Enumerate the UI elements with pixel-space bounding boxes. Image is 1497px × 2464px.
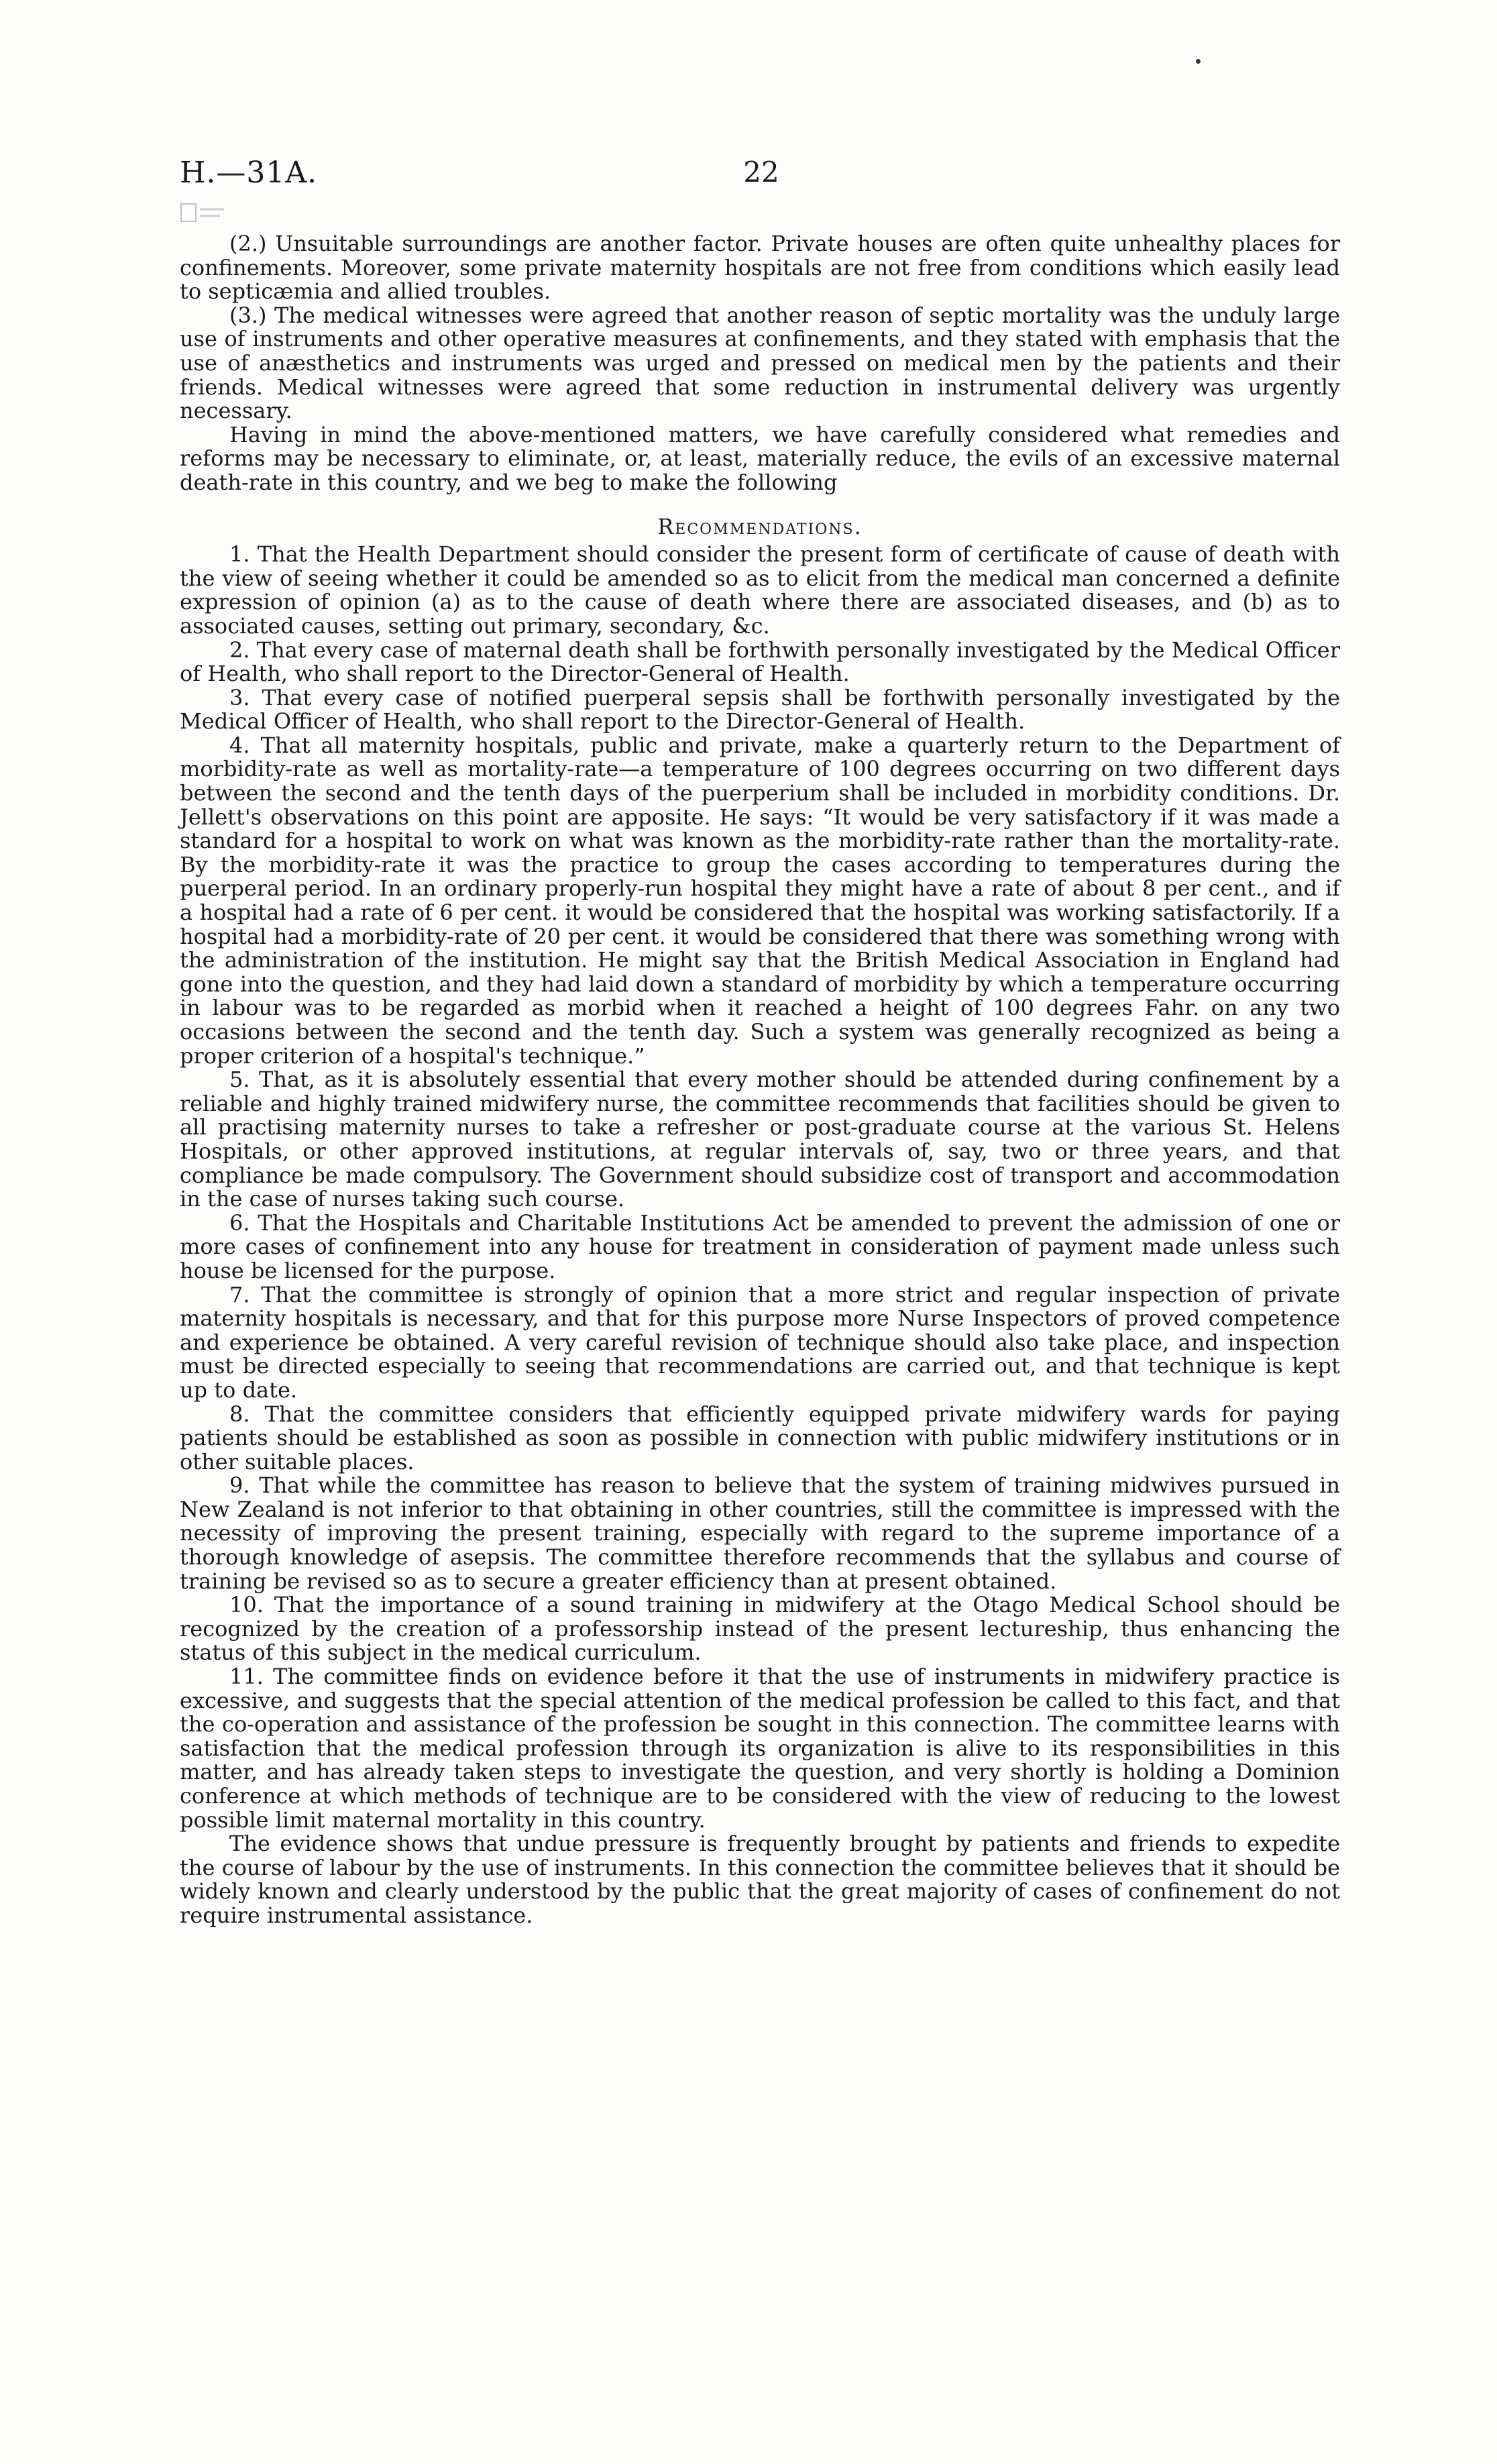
speck-mark <box>1196 59 1201 64</box>
recommendation-item: 3. That every case of notified puerperal sepsis shall be forthwith personally investigated by the Medical Officer of Health, who shall report to the Director-General of Health. <box>180 684 1340 735</box>
body-paragraph: Having in mind the above-mentioned matters, we have carefully considered what remedies and reforms may be necessary to eliminate, or, at least, materially reduce, the evils of an excessive maternal death-rate in this country, and we beg to make the following <box>180 421 1340 495</box>
closing-paragraph: The evidence shows that undue pressure is frequently brought by patients and friends to expedite the course of labour by the use of instruments. In this connection the committee believes that it should be widely known and clearly understood by the public that the great majority of cases of confinement do not require instrumental assistance. <box>180 1831 1340 1928</box>
page-header <box>180 156 1343 203</box>
library-stamp <box>180 201 233 228</box>
page-number: 22 <box>743 156 779 189</box>
body-paragraph: (2.) Unsuitable surroundings are another factor. Private houses are often quite unhealthy places for confinements. Moreover, some private maternity hospitals are not free from conditions which easily lead to septicæmia and allied troubles. <box>180 231 1340 305</box>
document-code: H.—31A. <box>180 156 318 190</box>
recommendation-item: 6. That the Hospitals and Charitable Institutions Act be amended to prevent the admission of one or more cases of confinement into any house for treatment in consideration of payment made unless such house be licensed for the purpose. <box>180 1210 1340 1283</box>
body-paragraph: (3.) The medical witnesses were agreed that another reason of septic mortality was the unduly large use of instruments and other operative measures at confinements, and they stated with emphasis that the use of anæsthetics and instruments was urged and pressed on medical men by the patients and their friends. Medical witnesses were agreed that some reduction in instrumental delivery was urgently necessary. <box>180 302 1340 424</box>
recommendation-item: 11. The committee finds on evidence before it that the use of instruments in midwifery practice is excessive, and suggests that the special attention of the medical profession be called to this fact, and that the co-operation and assistance of the profession be sought in this connection. The committee learns with satisfaction that the medical profession through its organization is alive to its responsibilities in this matter, and has already taken steps to investigate the question, and very shortly is holding a Dominion conference at which methods of technique are to be considered with the view of reducing to the lowest possible limit maternal mortality in this country. <box>180 1664 1340 1833</box>
recommendation-item: 9. That while the committee has reason to believe that the system of training midwives pursued in New Zealand is not inferior to that obtaining in other countries, still the committee is impressed with the necessity of improving the present training, especially with regard to the supreme importance of a thorough knowledge of asepsis. The committee therefore recommends that the syllabus and course of training be revised so as to secure a greater efficiency than at present obtained. <box>180 1472 1340 1594</box>
recommendation-item: 8. That the committee considers that efficiently equipped private midwifery wards for paying patients should be established as soon as possible in connection with public midwifery institutions or in other suitable places. <box>180 1401 1340 1475</box>
recommendation-item: 5. That, as it is absolutely essential that every mother should be attended during confinement by a reliable and highly trained midwifery nurse, the committee recommends that facilities should be given to all practising maternity nurses to take a refresher or post-graduate course at the various St. Helens Hospitals, or other approved institutions, at regular intervals of, say, two or three years, and that compliance be made compulsory. The Government should subsidize cost of transport and accommodation in the case of nurses taking such course. <box>180 1067 1340 1212</box>
recommendation-item: 1. That the Health Department should consider the present form of certificate of cause of death with the view of seeing whether it could be amended so as to elicit from the medical man concerned a definite expression of opinion (a) as to the cause of death where there are associated diseases, and (b) as to associated causes, setting out primary, secondary, &c. <box>180 541 1340 639</box>
recommendations-heading: Recommendations. <box>657 513 863 539</box>
recommendation-item: 4. That all maternity hospitals, public and private, make a quarterly return to the Department of morbidity-rate as well as mortality-rate—a temperature of 100 degrees occurring on two different days between the second and the tenth days of the puerperium shall be included in morbidity conditions. Dr. Jellett's observations on this point are apposite. He says: “It would be very satisfactory if it was made a standard for a hospital to work on what was known as the morbidity-rate rather than the mortality-rate. By the morbidity-rate it was the practice to group the cases according to temperatures during the puerperal period. In an ordinary properly-run hospital they might have a rate of about 8 per cent., and if a hospital had a rate of 6 per cent. it would be considered that the hospital was working satisfactorily. If a hospital had a morbidity-rate of 20 per cent. it would be considered that there was something wrong with the administration of the institution. He might say that the British Medical Association in England had gone into the question, and they had laid down a standard of morbidity by which a temperature occurring in labour was to be regarded as morbid when it reached a height of 100 degrees Fahr. on any two occasions between the second and the tenth day. Such a system was generally recognized as being a proper criterion of a hospital's technique.” <box>180 732 1340 1069</box>
recommendation-item: 2. That every case of maternal death shall be forthwith personally investigated by the Medical Officer of Health, who shall report to the Director-General of Health. <box>180 637 1340 687</box>
recommendation-item: 7. That the committee is strongly of opinion that a more strict and regular inspection of private maternity hospitals is necessary, and that for this purpose more Nurse Inspectors of proved competence and experience be obtained. A very careful revision of technique should also take place, and inspection must be directed especially to seeing that recommendations are carried out, and that technique is kept up to date. <box>180 1281 1340 1403</box>
document-body <box>180 232 1340 1928</box>
recommendation-item: 10. That the importance of a sound training in midwifery at the Otago Medical School should be recognized by the creation of a professorship instead of the present lectureship, thus enhancing the status of this subject in the medical curriculum. <box>180 1592 1340 1666</box>
